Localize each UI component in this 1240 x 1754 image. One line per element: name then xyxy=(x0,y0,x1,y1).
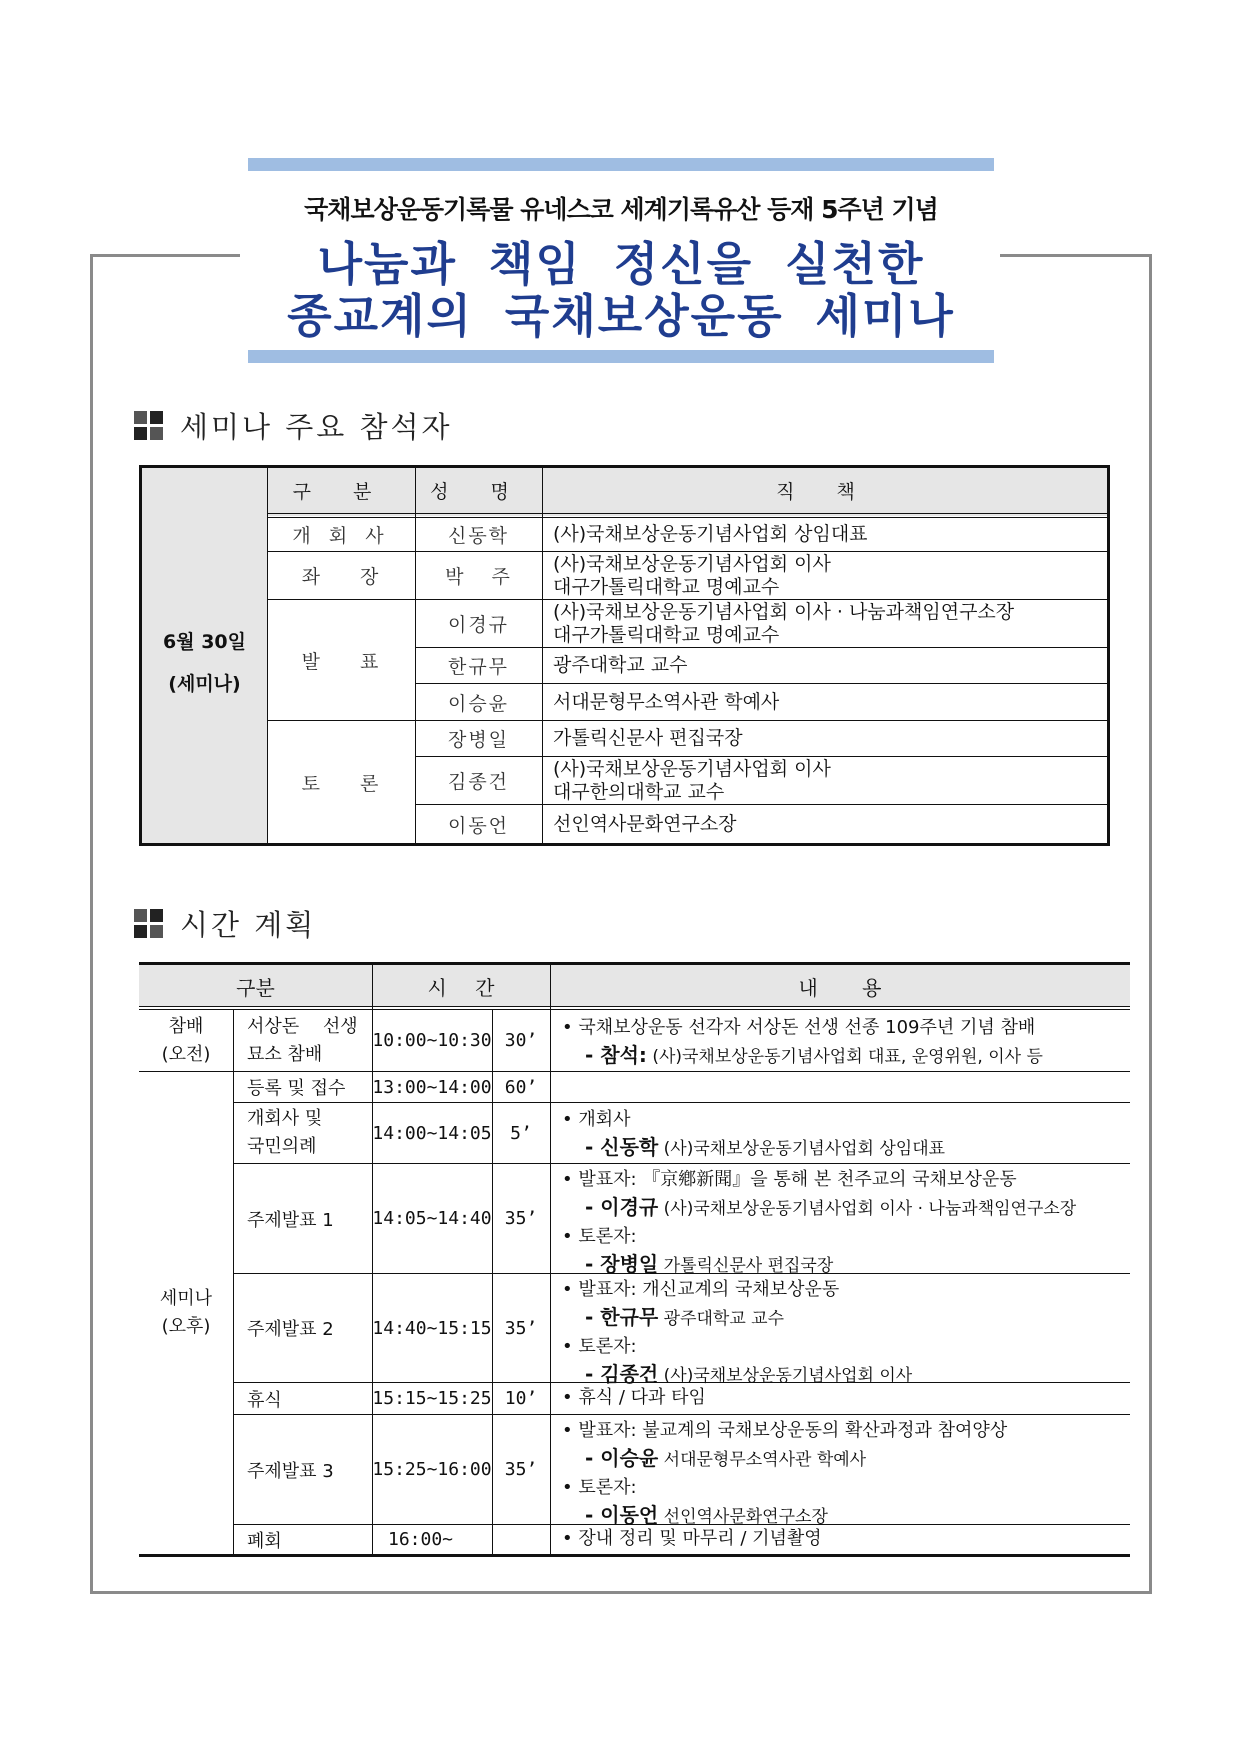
schedule-duration: 60’ xyxy=(504,1076,538,1098)
event-title-line1: 나눔과 책임 정신을 실천한 xyxy=(317,237,925,291)
participant-name: 박 주 xyxy=(445,566,512,588)
event-subtitle: 국채보상운동기록물 유네스코 세계기록유산 등재 5주년 기념 xyxy=(304,195,938,224)
participant-position: (사)국채보상운동기념사업회 이사 · 나눔과책임연구소장 대구가톨릭대학교 명예교수 xyxy=(553,600,1015,646)
square-bullet-icon xyxy=(134,909,164,939)
participant-name: 이동언 xyxy=(447,814,510,837)
schedule-time: 15:25~16:00 xyxy=(372,1459,492,1480)
schedule-item: 휴식 xyxy=(247,1389,282,1411)
event-title-line2: 종교계의 국채보상운동 세미나 xyxy=(287,289,955,343)
date-type: (세미나) xyxy=(168,673,241,695)
date-cell xyxy=(142,618,267,708)
schedule-item: 주제발표 3 xyxy=(247,1460,334,1482)
schedule-duration: 35’ xyxy=(504,1317,538,1339)
participant-position: 가톨릭신문사 편집국장 xyxy=(553,727,743,749)
schedule-item: 폐회 xyxy=(247,1530,282,1552)
header-bar-top xyxy=(248,158,994,171)
schedule-time: 13:00~14:00 xyxy=(372,1076,492,1098)
schedule-duration: 5’ xyxy=(510,1122,532,1144)
schedule-time: 10:00~10:30 xyxy=(372,1030,492,1051)
schedule-item: 주제발표 1 xyxy=(247,1209,334,1231)
group-morning: 참배 (오전) xyxy=(161,1015,211,1065)
schedule-content: • 장내 정리 및 마무리 / 기념촬영 xyxy=(562,1528,822,1549)
participant-name: 김종건 xyxy=(447,771,510,793)
schedule-item: 개회사 및 국민의례 xyxy=(247,1108,323,1157)
participant-position: (사)국채보상운동기념사업회 이사 대구한의대학교 교수 xyxy=(553,757,831,803)
schedule-time: 14:00~14:05 xyxy=(372,1122,492,1144)
participants-table xyxy=(139,465,1110,846)
header-bar-bottom xyxy=(248,350,994,363)
section-title: 시간 계획 xyxy=(180,908,317,942)
group-afternoon: 세미나 (오후) xyxy=(159,1288,213,1337)
participant-position: 서대문형무소역사관 학예사 xyxy=(553,690,780,713)
schedule-time: 14:40~15:15 xyxy=(372,1317,492,1339)
participant-name: 이승윤 xyxy=(447,692,510,715)
schedule-duration: 30’ xyxy=(504,1030,538,1051)
category-opening: 개 회 사 xyxy=(292,525,390,547)
participant-position: (사)국채보상운동기념사업회 상임대표 xyxy=(553,523,868,545)
schedule-time: 14:05~14:40 xyxy=(372,1208,492,1229)
schedule-duration: 10’ xyxy=(504,1388,538,1409)
schedule-header-content: 내 용 xyxy=(798,975,882,1000)
schedule-content: • 개회사 - 신동학 (사)국채보상운동기념사업회 상임대표 xyxy=(562,1109,946,1159)
schedule-item: 등록 및 접수 xyxy=(247,1078,346,1099)
schedule-content: • 국채보상운동 선각자 서상돈 선생 선종 109주년 기념 참배 - 참석: (사)국채보상운동기념사업회 대표, 운영위원, 이사 등 xyxy=(562,1017,1043,1067)
category-chair: 좌 장 xyxy=(301,566,381,588)
schedule-item: 주제발표 2 xyxy=(247,1319,334,1340)
section-title: 세미나 주요 참석자 xyxy=(180,410,453,444)
participant-name: 신동학 xyxy=(447,525,510,547)
schedule-time: 15:15~15:25 xyxy=(372,1388,492,1409)
header-category: 구 분 xyxy=(292,481,390,503)
participant-name: 장병일 xyxy=(447,729,510,751)
participant-position: 선인역사문화연구소장 xyxy=(553,812,737,835)
category-discussants: 토 론 xyxy=(301,772,381,795)
category-presenters: 발 표 xyxy=(301,650,381,673)
section-participants-heading xyxy=(134,405,453,446)
participant-position: (사)국채보상운동기념사업회 이사 대구가톨릭대학교 명예교수 xyxy=(553,552,831,598)
square-bullet-icon xyxy=(134,411,164,441)
schedule-content: • 발표자: 『京鄕新聞』을 통해 본 천주교의 국채보상운동 - 이경규 (사)국채보상운동기념사업회 이사 · 나눔과책임연구소장 • 토론자: - 장병일 가톨릭신문사 편집국장 xyxy=(562,1169,1077,1276)
schedule-time: 16:00~ xyxy=(388,1529,454,1550)
schedule-content: • 발표자: 개신교계의 국채보상운동 - 한규무 광주대학교 교수 • 토론자: - 김종건 (사)국채보상운동기념사업회 이사 xyxy=(562,1279,913,1386)
schedule-content: • 발표자: 불교계의 국채보상운동의 확산과정과 참여양상 - 이승윤 서대문형무소역사관 학예사 • 토론자: - 이동언 선인역사문화연구소장 xyxy=(562,1420,1008,1527)
participant-name: 한규무 xyxy=(447,656,510,678)
participant-name: 이경규 xyxy=(447,614,510,636)
header-position: 직 책 xyxy=(776,481,873,503)
section-schedule-heading xyxy=(134,903,316,944)
schedule-header-category: 구분 xyxy=(236,975,275,1000)
schedule-duration: 35’ xyxy=(504,1459,538,1480)
schedule-header-time: 시 간 xyxy=(427,975,495,1000)
schedule-content: • 휴식 / 다과 타임 xyxy=(562,1387,706,1408)
date-line: 6월 30일 xyxy=(163,631,246,653)
participant-position: 광주대학교 교수 xyxy=(553,654,688,676)
schedule-duration: 35’ xyxy=(504,1208,538,1229)
header-name: 성 명 xyxy=(430,481,527,503)
schedule-table xyxy=(139,962,1130,1557)
schedule-item: 서상돈 선생 묘소 참배 xyxy=(247,1015,358,1065)
